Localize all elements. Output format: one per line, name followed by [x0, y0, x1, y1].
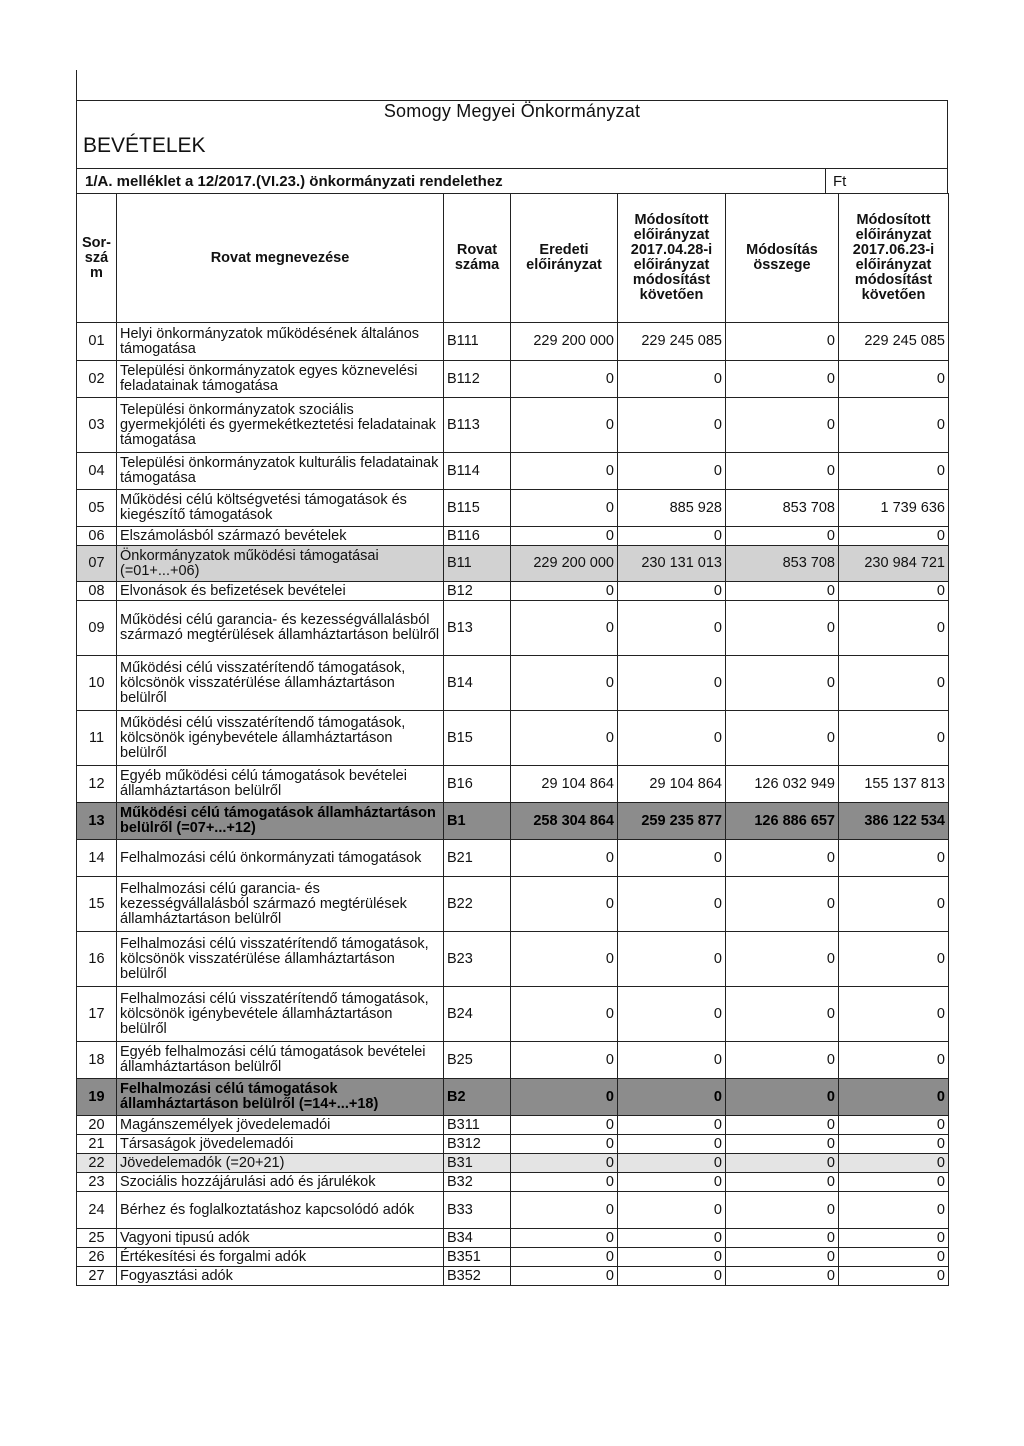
row-original: 0 — [511, 1154, 618, 1173]
row-mod2: 0 — [839, 1229, 949, 1248]
row-name: Működési célú visszatérítendő támogatások, kölcsönök visszatérülése államháztartáson belülről — [117, 656, 444, 711]
row-code: B116 — [444, 527, 511, 546]
row-number: 26 — [77, 1248, 117, 1267]
row-change: 126 886 657 — [726, 803, 839, 840]
row-mod2: 0 — [839, 1267, 949, 1286]
row-original: 29 104 864 — [511, 766, 618, 803]
table-row — [77, 803, 949, 840]
row-number: 13 — [77, 803, 117, 840]
table-row — [77, 877, 949, 932]
row-number: 02 — [77, 361, 117, 398]
row-code: B115 — [444, 490, 511, 527]
row-mod1: 259 235 877 — [618, 803, 726, 840]
row-number: 07 — [77, 546, 117, 582]
row-change: 0 — [726, 1248, 839, 1267]
row-mod2: 229 245 085 — [839, 323, 949, 361]
row-mod2: 0 — [839, 932, 949, 987]
col-header-name: Rovat megnevezése — [117, 194, 444, 323]
row-name: Működési célú visszatérítendő támogatások, kölcsönök igénybevétele államháztartáson belülről — [117, 711, 444, 766]
row-mod1: 0 — [618, 453, 726, 490]
row-code: B311 — [444, 1116, 511, 1135]
row-original: 229 200 000 — [511, 323, 618, 361]
currency-divider — [825, 169, 826, 193]
table-row — [77, 1116, 949, 1135]
row-change: 0 — [726, 1079, 839, 1116]
row-name: Elszámolásból származó bevételek — [117, 527, 444, 546]
row-change: 0 — [726, 1116, 839, 1135]
row-mod1: 0 — [618, 1192, 726, 1229]
row-original: 0 — [511, 453, 618, 490]
row-mod1: 0 — [618, 582, 726, 601]
row-code: B23 — [444, 932, 511, 987]
row-mod1: 0 — [618, 1173, 726, 1192]
row-mod1: 0 — [618, 1079, 726, 1116]
row-original: 0 — [511, 1248, 618, 1267]
row-name: Elvonások és befizetések bevételei — [117, 582, 444, 601]
row-code: B111 — [444, 323, 511, 361]
table-row — [77, 1248, 949, 1267]
row-mod1: 0 — [618, 601, 726, 656]
row-code: B114 — [444, 453, 511, 490]
row-mod2: 0 — [839, 1116, 949, 1135]
row-original: 0 — [511, 1116, 618, 1135]
row-original: 229 200 000 — [511, 546, 618, 582]
row-original: 0 — [511, 601, 618, 656]
row-change: 126 032 949 — [726, 766, 839, 803]
row-mod1: 0 — [618, 1267, 726, 1286]
row-code: B22 — [444, 877, 511, 932]
row-code: B32 — [444, 1173, 511, 1192]
row-change: 0 — [726, 1154, 839, 1173]
row-original: 0 — [511, 1173, 618, 1192]
row-name: Működési célú költségvetési támogatások és kiegészítő támogatások — [117, 490, 444, 527]
row-number: 16 — [77, 932, 117, 987]
row-original: 0 — [511, 398, 618, 453]
row-code: B21 — [444, 840, 511, 877]
table-row — [77, 527, 949, 546]
row-mod1: 0 — [618, 1116, 726, 1135]
row-mod1: 29 104 864 — [618, 766, 726, 803]
row-number: 21 — [77, 1135, 117, 1154]
row-mod2: 0 — [839, 601, 949, 656]
col-header-change: Módosítás összege — [726, 194, 839, 323]
table-row — [77, 601, 949, 656]
table-row — [77, 711, 949, 766]
row-mod2: 0 — [839, 1154, 949, 1173]
table-row — [77, 1267, 949, 1286]
row-number: 27 — [77, 1267, 117, 1286]
table-row — [77, 1229, 949, 1248]
row-mod2: 0 — [839, 656, 949, 711]
row-mod1: 0 — [618, 398, 726, 453]
row-mod2: 0 — [839, 1042, 949, 1079]
row-change: 0 — [726, 1267, 839, 1286]
row-code: B24 — [444, 987, 511, 1042]
row-name: Működési célú garancia- és kezességvállalásból származó megtérülések államháztartáson belülről — [117, 601, 444, 656]
row-mod1: 0 — [618, 932, 726, 987]
row-change: 0 — [726, 932, 839, 987]
row-code: B14 — [444, 656, 511, 711]
row-change: 853 708 — [726, 490, 839, 527]
row-number: 24 — [77, 1192, 117, 1229]
row-change: 0 — [726, 361, 839, 398]
row-original: 0 — [511, 582, 618, 601]
row-original: 0 — [511, 932, 618, 987]
col-header-no: Sor- szá m — [77, 194, 117, 323]
row-mod2: 0 — [839, 361, 949, 398]
col-header-code: Rovat száma — [444, 194, 511, 323]
row-original: 0 — [511, 490, 618, 527]
row-original: 0 — [511, 656, 618, 711]
row-mod2: 0 — [839, 582, 949, 601]
row-number: 14 — [77, 840, 117, 877]
row-name: Értékesítési és forgalmi adók — [117, 1248, 444, 1267]
col-header-original: Eredeti előirányzat — [511, 194, 618, 323]
table-row — [77, 490, 949, 527]
col-header-mod1: Módosított előirányzat 2017.04.28-i előirányzat módosítást követően — [618, 194, 726, 323]
row-mod1: 885 928 — [618, 490, 726, 527]
row-change: 0 — [726, 1229, 839, 1248]
row-number: 09 — [77, 601, 117, 656]
row-code: B312 — [444, 1135, 511, 1154]
table-header-row — [77, 194, 949, 323]
row-name: Felhalmozási célú garancia- és kezességvállalásból származó megtérülések államháztartáson belülről — [117, 877, 444, 932]
row-code: B25 — [444, 1042, 511, 1079]
table-row — [77, 766, 949, 803]
page-header — [76, 100, 948, 168]
row-number: 10 — [77, 656, 117, 711]
row-mod1: 0 — [618, 1248, 726, 1267]
row-mod2: 386 122 534 — [839, 803, 949, 840]
row-original: 258 304 864 — [511, 803, 618, 840]
row-number: 22 — [77, 1154, 117, 1173]
row-code: B2 — [444, 1079, 511, 1116]
row-code: B33 — [444, 1192, 511, 1229]
table-row — [77, 1042, 949, 1079]
row-number: 23 — [77, 1173, 117, 1192]
row-mod2: 0 — [839, 1135, 949, 1154]
row-number: 15 — [77, 877, 117, 932]
table-row — [77, 840, 949, 877]
col-header-mod2: Módosított előirányzat 2017.06.23-i előirányzat módosítást követően — [839, 194, 949, 323]
table-row — [77, 546, 949, 582]
row-original: 0 — [511, 1267, 618, 1286]
row-mod2: 1 739 636 — [839, 490, 949, 527]
row-mod2: 0 — [839, 877, 949, 932]
row-mod1: 0 — [618, 1135, 726, 1154]
row-mod2: 155 137 813 — [839, 766, 949, 803]
row-number: 11 — [77, 711, 117, 766]
row-number: 25 — [77, 1229, 117, 1248]
row-original: 0 — [511, 1135, 618, 1154]
row-name: Települési önkormányzatok egyes köznevelési feladatainak támogatása — [117, 361, 444, 398]
left-margin-line — [76, 70, 77, 100]
row-mod1: 230 131 013 — [618, 546, 726, 582]
row-number: 19 — [77, 1079, 117, 1116]
row-change: 0 — [726, 1042, 839, 1079]
table-row — [77, 323, 949, 361]
row-name: Felhalmozási célú visszatérítendő támogatások, kölcsönök visszatérülése államháztartáson belülről — [117, 932, 444, 987]
row-mod2: 0 — [839, 453, 949, 490]
row-change: 0 — [726, 1192, 839, 1229]
row-code: B15 — [444, 711, 511, 766]
row-name: Települési önkormányzatok szociális gyermekjóléti és gyermekétkeztetési feladatainak támogatása — [117, 398, 444, 453]
table-row — [77, 656, 949, 711]
row-change: 0 — [726, 582, 839, 601]
row-number: 08 — [77, 582, 117, 601]
row-mod1: 0 — [618, 877, 726, 932]
row-original: 0 — [511, 1229, 618, 1248]
table-row — [77, 582, 949, 601]
row-original: 0 — [511, 711, 618, 766]
row-mod2: 0 — [839, 1079, 949, 1116]
table-row — [77, 932, 949, 987]
row-mod1: 0 — [618, 840, 726, 877]
row-original: 0 — [511, 1042, 618, 1079]
row-original: 0 — [511, 1192, 618, 1229]
row-mod2: 0 — [839, 398, 949, 453]
revenue-table — [76, 193, 949, 1286]
row-mod1: 0 — [618, 361, 726, 398]
table-row — [77, 1154, 949, 1173]
row-name: Felhalmozási célú támogatások államháztartáson belülről (=14+...+18) — [117, 1079, 444, 1116]
row-name: Helyi önkormányzatok működésének általános támogatása — [117, 323, 444, 361]
row-name: Fogyasztási adók — [117, 1267, 444, 1286]
row-change: 0 — [726, 601, 839, 656]
row-original: 0 — [511, 840, 618, 877]
row-change: 0 — [726, 398, 839, 453]
annex-title: 1/A. melléklet a 12/2017.(VI.23.) önkormányzati rendelethez — [85, 173, 503, 190]
row-code: B31 — [444, 1154, 511, 1173]
row-number: 06 — [77, 527, 117, 546]
row-number: 03 — [77, 398, 117, 453]
row-original: 0 — [511, 877, 618, 932]
table-row — [77, 1173, 949, 1192]
row-number: 18 — [77, 1042, 117, 1079]
table-row — [77, 361, 949, 398]
row-mod2: 0 — [839, 711, 949, 766]
row-change: 0 — [726, 323, 839, 361]
row-original: 0 — [511, 1079, 618, 1116]
annex-header — [76, 168, 948, 194]
row-original: 0 — [511, 361, 618, 398]
row-number: 04 — [77, 453, 117, 490]
row-mod2: 0 — [839, 1248, 949, 1267]
row-name: Települési önkormányzatok kulturális feladatainak támogatása — [117, 453, 444, 490]
row-mod2: 0 — [839, 1192, 949, 1229]
row-change: 0 — [726, 877, 839, 932]
row-name: Felhalmozási célú visszatérítendő támogatások, kölcsönök igénybevétele államháztartáson belülről — [117, 987, 444, 1042]
row-change: 0 — [726, 656, 839, 711]
row-number: 17 — [77, 987, 117, 1042]
row-mod1: 0 — [618, 1229, 726, 1248]
table-row — [77, 1135, 949, 1154]
row-change: 853 708 — [726, 546, 839, 582]
row-change: 0 — [726, 840, 839, 877]
row-name: Magánszemélyek jövedelemadói — [117, 1116, 444, 1135]
row-code: B12 — [444, 582, 511, 601]
row-mod2: 0 — [839, 527, 949, 546]
row-name: Egyéb működési célú támogatások bevételei államháztartáson belülről — [117, 766, 444, 803]
row-code: B351 — [444, 1248, 511, 1267]
row-original: 0 — [511, 527, 618, 546]
row-mod1: 0 — [618, 711, 726, 766]
row-mod1: 0 — [618, 1042, 726, 1079]
row-code: B16 — [444, 766, 511, 803]
row-change: 0 — [726, 527, 839, 546]
row-number: 01 — [77, 323, 117, 361]
row-change: 0 — [726, 711, 839, 766]
row-mod1: 0 — [618, 656, 726, 711]
row-number: 20 — [77, 1116, 117, 1135]
row-mod1: 229 245 085 — [618, 323, 726, 361]
row-code: B112 — [444, 361, 511, 398]
row-name: Szociális hozzájárulási adó és járulékok — [117, 1173, 444, 1192]
row-code: B1 — [444, 803, 511, 840]
row-change: 0 — [726, 987, 839, 1042]
organization-title: Somogy Megyei Önkormányzat — [383, 101, 641, 121]
currency-label: Ft — [833, 173, 847, 190]
table-row — [77, 1192, 949, 1229]
row-code: B34 — [444, 1229, 511, 1248]
row-mod1: 0 — [618, 527, 726, 546]
row-code: B113 — [444, 398, 511, 453]
row-name: Felhalmozási célú önkormányzati támogatások — [117, 840, 444, 877]
row-mod1: 0 — [618, 987, 726, 1042]
row-change: 0 — [726, 453, 839, 490]
row-name: Vagyoni tipusú adók — [117, 1229, 444, 1248]
row-name: Jövedelemadók (=20+21) — [117, 1154, 444, 1173]
row-name: Egyéb felhalmozási célú támogatások bevételei államháztartáson belülről — [117, 1042, 444, 1079]
row-mod2: 0 — [839, 840, 949, 877]
table-row — [77, 987, 949, 1042]
row-mod2: 0 — [839, 987, 949, 1042]
table-row — [77, 1079, 949, 1116]
row-mod2: 0 — [839, 1173, 949, 1192]
row-name: Önkormányzatok működési támogatásai (=01+...+06) — [117, 546, 444, 582]
row-original: 0 — [511, 987, 618, 1042]
row-name: Bérhez és foglalkoztatáshoz kapcsolódó adók — [117, 1192, 444, 1229]
row-code: B13 — [444, 601, 511, 656]
row-mod2: 230 984 721 — [839, 546, 949, 582]
row-mod1: 0 — [618, 1154, 726, 1173]
row-change: 0 — [726, 1173, 839, 1192]
row-number: 05 — [77, 490, 117, 527]
table-row — [77, 453, 949, 490]
row-code: B352 — [444, 1267, 511, 1286]
row-name: Működési célú támogatások államháztartáson belülről (=07+...+12) — [117, 803, 444, 840]
row-change: 0 — [726, 1135, 839, 1154]
row-number: 12 — [77, 766, 117, 803]
row-name: Társaságok jövedelemadói — [117, 1135, 444, 1154]
row-code: B11 — [444, 546, 511, 582]
section-title: BEVÉTELEK — [83, 134, 206, 157]
table-row — [77, 398, 949, 453]
